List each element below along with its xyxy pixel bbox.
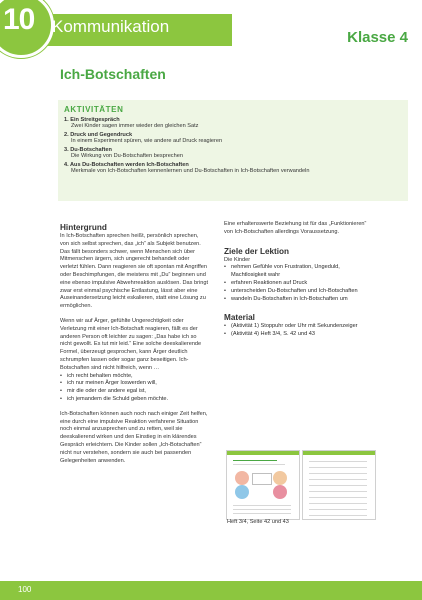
background-bullet-list: [60, 373, 208, 404]
page-footer: [0, 581, 422, 600]
chapter-number-badge: [0, 0, 54, 58]
chapter-header: [0, 0, 422, 68]
list-item: • mir die oder der andere egal ist,: [60, 388, 208, 396]
background-paragraph: Wenn wir auf Ärger, gefühlte Ungerechtigkeit oder Verletzung mit einer Ich-Botschaft reagieren, fällt es der anderen Person oft leichter zu sagen: „Das habe ich so nicht gewollt. Es tut mir leid.“ Eine solche deeskalierende Formel, überzeugt gesprochen, kann Ärger deutlich schrumpfen lassen oder sogar ganz beseitigen. Ich-Botschaften sind nicht hilfreich, wenn …: [60, 317, 202, 371]
background-paragraph: Ich-Botschaften können auch noch nach einiger Zeit helfen, eine durch eine impulsive Reaktion verfahrene Situation noch einmal anzusprechen und zu retten, weil sie deeskalierend wirken und den Einstieg in ein klärendes Gespräch erleichtern. Die Kinder sollen „Ich-Botschaften“ nicht nur verstehen, sondern sie auch bei passenden Gelegenheiten anwenden.: [60, 410, 208, 464]
list-item: • ich jemandem die Schuld geben möchte.: [60, 396, 208, 404]
chapter-number: 10: [3, 3, 35, 36]
activity-title: 3. Du-Botschaften: [64, 146, 112, 153]
activity-item: [64, 147, 404, 160]
activity-item: [64, 117, 404, 130]
list-item: • unterscheiden Du-Botschaften und Ich-Botschaften: [224, 288, 372, 296]
relationship-paragraph: Eine erhaltenswerte Beziehung ist für das „Funktionieren“ von Ich-Botschaften allerdings Voraussetzung.: [224, 221, 367, 235]
activity-title: 1. Ein Streitgespräch: [64, 117, 120, 123]
background-paragraph: In Ich-Botschaften sprechen heißt, persönlich sprechen, von sich selbst sprechen, das „ich“ als Subjekt benutzen. Das fällt besonders schwer, wenn Menschen sich über Mitmenschen ärgern, sich ungerecht behandelt oder verletzt fühlen. Dann reagieren sie oft spontan mit Angriffen oder Beschimpfungen, die meistens mit „Du“ beginnen und eine ebenso impulsive Abwehrreaktion auslösen. Das bringt zwar erst einmal psychische Entlastung, lässt aber eine Auseinandersetzung leicht eskalieren, statt eine Lösung zu ermöglichen.: [60, 233, 209, 310]
list-item: • ich recht behalten möchte,: [60, 373, 208, 381]
speech-bubble-icon: [252, 473, 272, 485]
workbook-page-thumbnail: [302, 450, 376, 520]
activity-desc: Merkmale von Ich-Botschaften kennenlernen und Du-Botschaften in Ich-Botschaften verwandeln: [71, 167, 310, 174]
activity-item: [64, 162, 404, 175]
goals-heading: Ziele der Lektion: [224, 246, 290, 256]
workbook-thumbnails: [226, 450, 376, 518]
activities-list: [64, 117, 404, 177]
activity-item: [64, 132, 404, 145]
lesson-title: Ich-Botschaften: [60, 66, 166, 82]
child-illustration-icon: [273, 471, 287, 485]
grade-label: Klasse 4: [347, 29, 408, 46]
figure-caption: Heft 3/4, Seite 42 und 43: [227, 519, 289, 525]
activity-desc: In einem Experiment spüren, wie andere auf Druck reagieren: [71, 138, 223, 145]
chapter-title: Kommunikation: [52, 17, 170, 36]
background-column: [60, 223, 208, 465]
material-list: [224, 323, 372, 339]
activity-title: 4. Aus Du-Botschaften werden Ich-Botschaften: [64, 161, 189, 168]
list-item: • wandeln Du-Botschaften in Ich-Botschaften um: [224, 296, 372, 304]
activity-title: 2. Druck und Gegendruck: [64, 131, 133, 138]
workbook-page-thumbnail: [226, 450, 300, 520]
goals-list: [224, 264, 372, 303]
activities-heading: AKTIVITÄTEN: [64, 105, 124, 114]
activity-desc: Zwei Kinder sagen immer wieder den gleichen Satz: [71, 123, 199, 130]
activity-desc: Die Wirkung von Du-Botschaften besprechen: [71, 153, 183, 160]
list-item: • erfahren Reaktionen auf Druck: [224, 280, 372, 288]
activities-box: [58, 100, 408, 201]
background-heading: Hintergrund: [60, 223, 107, 232]
list-item: • ich nur meinen Ärger loswerden will,: [60, 380, 208, 388]
page-number: 100: [18, 585, 32, 594]
list-item: • (Aktivität 1) Stoppuhr oder Uhr mit Sekundenzeiger: [224, 323, 372, 331]
child-illustration-icon: [235, 471, 249, 485]
list-item: • nehmen Gefühle von Frustration, Ungeduld, Machtlosigkeit wahr: [224, 264, 372, 280]
material-heading: Material: [224, 313, 255, 323]
goals-intro: Die Kinder: [224, 256, 251, 263]
list-item: • (Aktivität 4) Heft 3/4, S. 42 und 43: [224, 331, 372, 339]
right-column: [224, 221, 372, 339]
